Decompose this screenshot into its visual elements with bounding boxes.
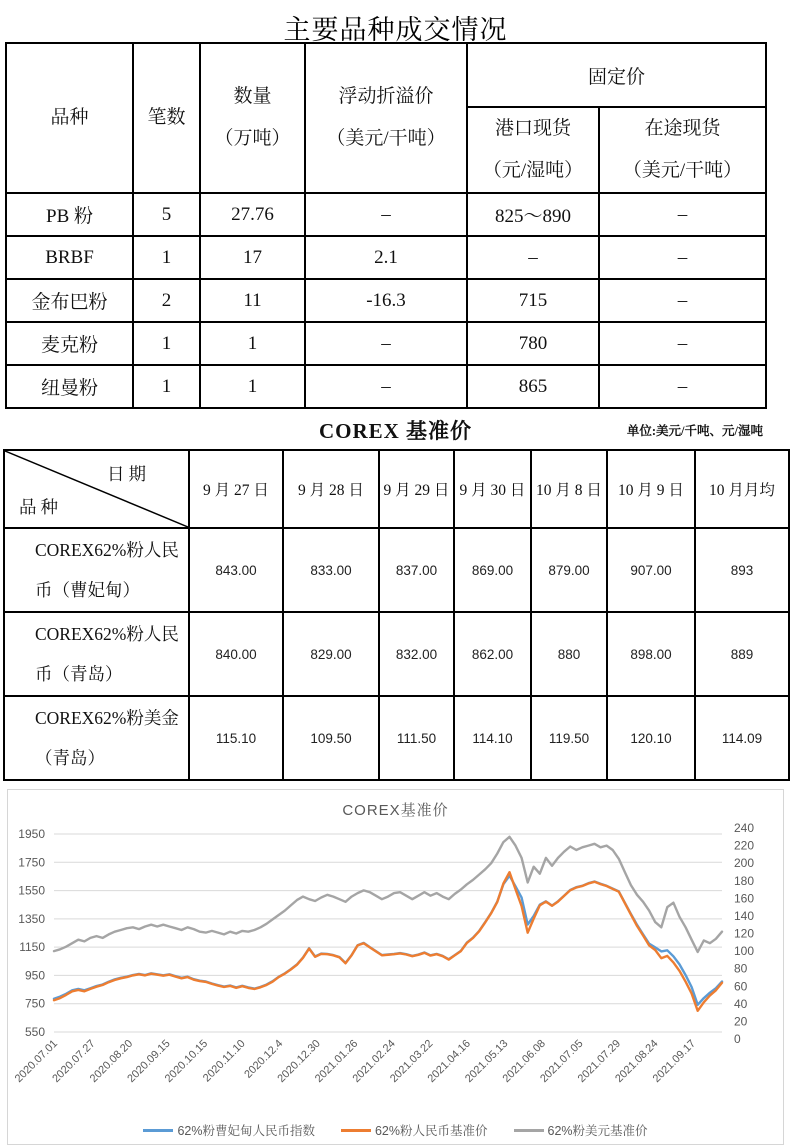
price-cell: 833.00: [283, 528, 379, 612]
right-axis-tick-label: 40: [734, 996, 748, 1011]
left-axis-tick-label: 950: [24, 968, 45, 983]
right-axis-tick-label: 80: [734, 961, 748, 976]
cell-transit: –: [599, 279, 766, 322]
row-label: [4, 528, 189, 612]
right-axis-tick-label: 200: [734, 856, 755, 871]
x-axis-tick-label: 2021.03.22: [387, 1037, 436, 1086]
quantity-label-line2: （万吨）: [214, 128, 291, 149]
table-row: [6, 193, 766, 236]
cell-premium: –: [305, 193, 467, 236]
trade-summary-table: [5, 42, 767, 409]
cell-transit: –: [599, 236, 766, 279]
date-column-header: 10 月月均: [695, 450, 789, 528]
price-cell: 880: [531, 612, 607, 696]
left-axis-tick-label: 1150: [19, 940, 45, 955]
right-axis-tick-label: 60: [734, 979, 748, 994]
row-label-line2: 币（青岛）: [35, 664, 123, 684]
cell-count: 5: [133, 193, 200, 236]
x-axis-tick-label: 2021.07.05: [538, 1037, 586, 1086]
date-column-header: 9 月 28 日: [283, 450, 379, 528]
cell-transit: –: [599, 365, 766, 408]
price-cell: 869.00: [454, 528, 531, 612]
transit-spot-label-line1: 在途现货: [644, 118, 721, 139]
legend-label: 62%粉美元基准价: [547, 1124, 648, 1138]
price-cell: 109.50: [283, 696, 379, 780]
legend-item: [143, 1121, 315, 1139]
fixed-price-label: 固定价: [588, 66, 646, 88]
col-header-variety-label: 品种: [50, 107, 89, 128]
cell-variety: PB 粉: [6, 193, 133, 236]
premium-label-line2: （美元/干吨）: [326, 128, 446, 149]
right-axis-tick-label: 120: [734, 926, 755, 941]
right-axis-tick-label: 20: [734, 1014, 748, 1029]
x-axis-tick-label: 2020.08.20: [87, 1037, 136, 1086]
price-cell: 111.50: [379, 696, 454, 780]
table-row: [6, 365, 766, 408]
x-axis-tick-label: 2021.05.13: [463, 1037, 511, 1086]
x-axis-tick-label: 2020.12.30: [275, 1037, 323, 1086]
table-row: [6, 279, 766, 322]
row-label-line1: COREX62%粉人民: [35, 624, 179, 644]
cell-premium: –: [305, 365, 467, 408]
price-cell: 907.00: [607, 528, 695, 612]
premium-label-line1: 浮动折溢价: [338, 86, 434, 107]
table-row: [6, 236, 766, 279]
left-axis-tick-label: 550: [24, 1025, 45, 1039]
left-axis-tick-label: 750: [24, 996, 45, 1011]
date-column-header: 10 月 8 日: [531, 450, 607, 528]
price-cell: 120.10: [607, 696, 695, 780]
left-axis-tick-label: 1550: [18, 883, 45, 898]
x-axis-tick-label: 2020.09.15: [125, 1037, 173, 1086]
cell-variety: 金布巴粉: [6, 279, 133, 322]
right-axis-tick-label: 240: [734, 821, 755, 835]
price-cell: 843.00: [189, 528, 283, 612]
price-cell: 119.50: [531, 696, 607, 780]
col-header-premium: [305, 43, 467, 193]
price-cell: 115.10: [189, 696, 283, 780]
col-header-transit-spot: [599, 107, 766, 193]
col-header-count: [133, 43, 200, 193]
x-axis-tick-label: 2021.06.08: [500, 1037, 548, 1086]
price-cell: 114.09: [695, 696, 789, 780]
row-label-line2: （青岛）: [35, 748, 105, 768]
x-axis-tick-label: 2021.01.26: [312, 1037, 361, 1086]
corex-caption: COREX 基准价: [318, 419, 473, 443]
price-cell: 114.10: [454, 696, 531, 780]
cell-port: 865: [467, 365, 599, 408]
x-axis-tick-label: 2021.02.24: [350, 1037, 398, 1086]
price-cell: 898.00: [607, 612, 695, 696]
transit-spot-label-line2: （美元/干吨）: [622, 160, 743, 181]
price-cell: 832.00: [379, 612, 454, 696]
x-axis-tick-label: 2020.11.10: [200, 1037, 248, 1085]
price-cell: 889: [695, 612, 789, 696]
port-spot-label-line2: （元/湿吨）: [482, 160, 584, 181]
x-axis-tick-label: 2021.09.17: [650, 1037, 699, 1086]
right-axis-tick-label: 100: [734, 944, 755, 959]
x-axis-tick-label: 2020.07.01: [12, 1037, 61, 1086]
row-label-line1: COREX62%粉美金: [35, 708, 179, 728]
right-axis-tick-label: 180: [734, 873, 755, 888]
right-axis-tick-label: 140: [734, 908, 755, 923]
price-cell: 879.00: [531, 528, 607, 612]
cell-port: –: [467, 236, 599, 279]
col-header-port-spot: [467, 107, 599, 193]
col-header-quantity: [200, 43, 305, 193]
right-axis-tick-label: 160: [734, 891, 755, 906]
cell-premium: 2.1: [305, 236, 467, 279]
date-column-header: 9 月 29 日: [379, 450, 454, 528]
cell-qty: 27.76: [200, 193, 305, 236]
price-cell: 862.00: [454, 612, 531, 696]
series-line-swatch: [143, 1129, 173, 1132]
series-line: [54, 837, 722, 952]
cell-qty: 11: [200, 279, 305, 322]
right-axis-tick-label: 0: [734, 1032, 741, 1046]
price-cell: 829.00: [283, 612, 379, 696]
cell-transit: –: [599, 193, 766, 236]
unit-note: 单位:美元/千吨、元/湿吨: [626, 424, 763, 438]
cell-count: 1: [133, 236, 200, 279]
series-line: [54, 872, 722, 1011]
col-header-fixed-price: [467, 43, 766, 107]
left-axis-tick-label: 1350: [18, 911, 45, 926]
x-axis-tick-label: 2020.07.27: [50, 1037, 98, 1086]
right-axis-tick-label: 220: [734, 838, 755, 853]
date-column-header: 10 月 9 日: [607, 450, 695, 528]
col-header-variety: [6, 43, 133, 193]
chart-plot-area: [8, 820, 783, 1112]
table-row: [4, 528, 789, 612]
cell-premium: -16.3: [305, 279, 467, 322]
corner-variety-label: 品种: [19, 497, 62, 517]
cell-variety: BRBF: [6, 236, 133, 279]
chart-legend: [8, 1117, 783, 1143]
x-axis-tick-label: 2020.10.15: [162, 1037, 211, 1086]
table-row: [6, 322, 766, 365]
x-axis-tick-label: 2020.12.4: [242, 1037, 286, 1081]
x-axis-tick-label: 2021.07.29: [575, 1037, 624, 1086]
cell-count: 1: [133, 365, 200, 408]
cell-qty: 1: [200, 322, 305, 365]
price-cell: 837.00: [379, 528, 454, 612]
legend-item: [341, 1121, 488, 1139]
cell-port: 825～890: [467, 193, 599, 236]
x-axis-tick-label: 2021.04.16: [425, 1037, 473, 1086]
row-label-line1: COREX62%粉人民: [35, 540, 179, 560]
table-row: [4, 612, 789, 696]
port-spot-label-line1: 港口现货: [494, 118, 571, 139]
cell-premium: –: [305, 322, 467, 365]
cell-count: 2: [133, 279, 200, 322]
left-axis-tick-label: 1950: [18, 827, 45, 841]
cell-qty: 1: [200, 365, 305, 408]
page-title: 主要品种成交情况: [283, 15, 508, 45]
price-cell: 893: [695, 528, 789, 612]
row-label: [4, 696, 189, 780]
date-column-header: 9 月 30 日: [454, 450, 531, 528]
series-line-swatch: [341, 1129, 371, 1132]
quantity-label-line1: 数量: [233, 86, 272, 107]
table-row: [4, 696, 789, 780]
col-header-count-label: 笔数: [147, 107, 186, 128]
left-axis-tick-label: 1750: [18, 855, 45, 870]
legend-label: 62%粉曹妃甸人民币指数: [177, 1124, 315, 1138]
chart-title: COREX基准价: [342, 802, 449, 819]
cell-port: 780: [467, 322, 599, 365]
cell-port: 715: [467, 279, 599, 322]
row-label: [4, 612, 189, 696]
series-line-swatch: [514, 1129, 544, 1132]
legend-item: [514, 1121, 648, 1139]
x-axis-tick-label: 2021.08.24: [613, 1037, 661, 1086]
cell-qty: 17: [200, 236, 305, 279]
corner-date-label: 日期: [107, 464, 150, 484]
cell-count: 1: [133, 322, 200, 365]
cell-variety: 麦克粉: [6, 322, 133, 365]
corex-price-table: [3, 449, 790, 781]
legend-label: 62%粉人民币基准价: [374, 1124, 488, 1138]
price-cell: 840.00: [189, 612, 283, 696]
cell-variety: 纽曼粉: [6, 365, 133, 408]
corex-caption-row: [0, 409, 791, 449]
date-column-header: 9 月 27 日: [189, 450, 283, 528]
corex-price-chart: [7, 789, 784, 1145]
corner-header-cell: [4, 450, 189, 528]
cell-transit: –: [599, 322, 766, 365]
row-label-line2: 币（曹妃甸）: [35, 580, 140, 600]
